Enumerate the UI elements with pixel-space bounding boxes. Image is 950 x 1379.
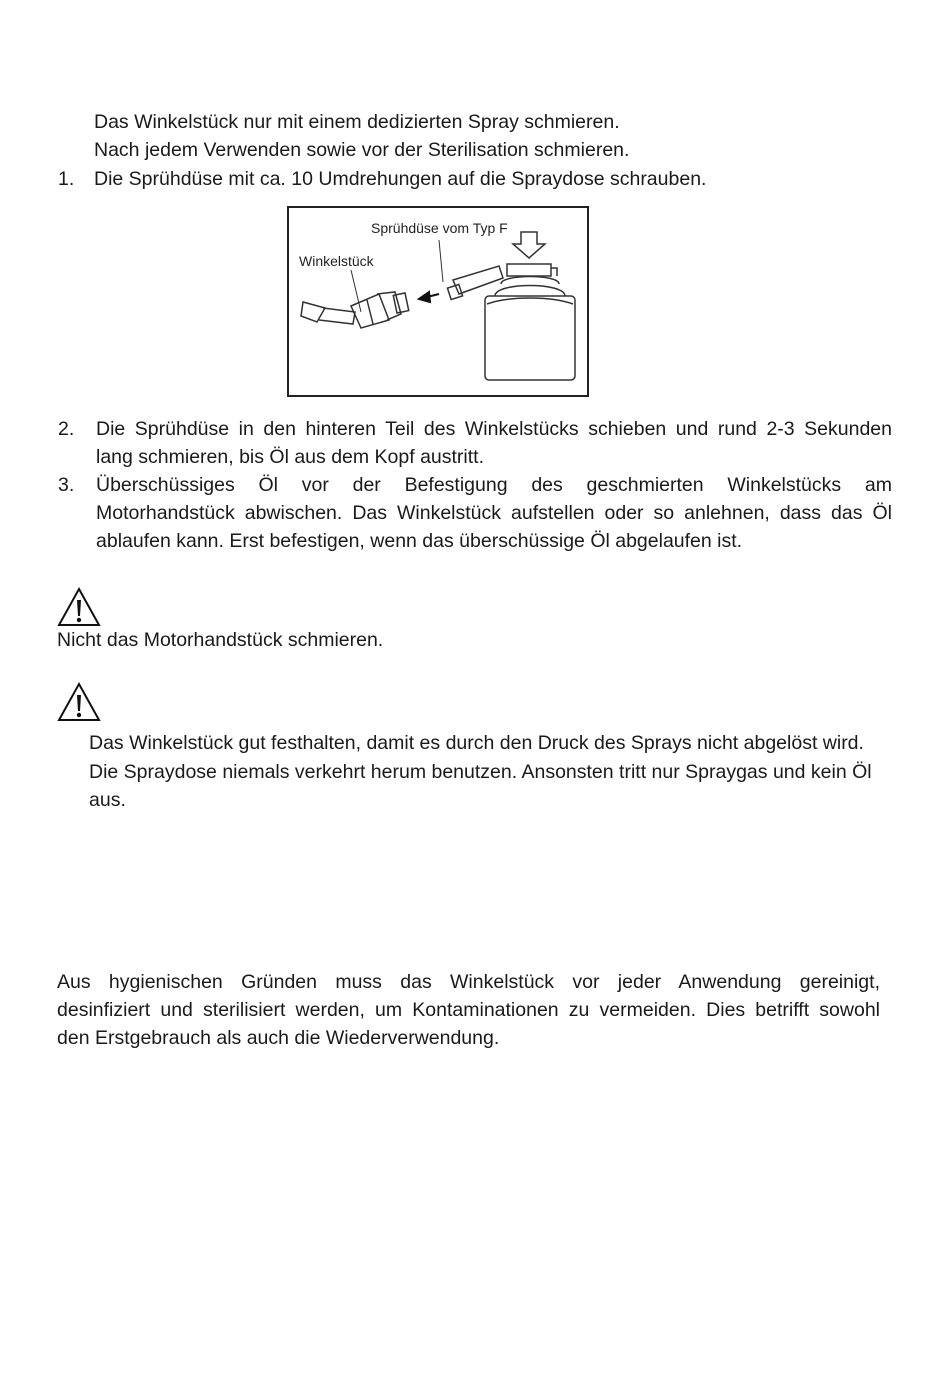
step-text: Die Sprühdüse mit ca. 10 Umdrehungen auf die Spraydose schrauben. (94, 168, 707, 190)
label-nozzle-type-f: Sprühdüse vom Typ F (371, 220, 508, 236)
warning-text: Nicht das Motorhandstück schmieren. (57, 629, 384, 651)
warning-text: aus. (89, 789, 126, 811)
label-handpiece: Winkelstück (299, 253, 374, 269)
step-number: 2. (58, 418, 75, 440)
step-number: 3. (58, 474, 75, 496)
step-text: Motorhandstück abwischen. Das Winkelstück aufstellen oder so anlehnen, dass das Öl (96, 502, 892, 524)
warning-triangle-icon (56, 586, 102, 628)
lubrication-figure (287, 206, 589, 397)
handpiece-icon (301, 292, 409, 328)
hygiene-text: den Erstgebrauch als auch die Wiederverwendung. (57, 1027, 500, 1049)
step-text: Die Sprühdüse in den hinteren Teil des Winkelstücks schieben und rund 2-3 Sekunden (96, 418, 892, 440)
step-number: 1. (58, 168, 75, 190)
spray-lubrication-illustration (289, 208, 587, 395)
warning-triangle-icon (56, 681, 102, 723)
hygiene-text: desinfiziert und sterilisiert werden, um Kontaminationen zu vermeiden. Dies betrifft sowohl (57, 999, 880, 1021)
arrow-left-icon (419, 292, 439, 302)
warning-text: Das Winkelstück gut festhalten, damit es durch den Druck des Sprays nicht abgelöst wird. (89, 732, 864, 754)
hygiene-text: Aus hygienischen Gründen muss das Winkelstück vor jeder Anwendung gereinigt, (57, 971, 880, 993)
step-text: Überschüssiges Öl vor der Befestigung des geschmierten Winkelstücks am (96, 474, 892, 496)
warning-text: Die Spraydose niemals verkehrt herum benutzen. Ansonsten tritt nur Spraygas und kein Öl (89, 761, 872, 783)
spray-can-icon (485, 232, 575, 380)
step-text: ablaufen kann. Erst befestigen, wenn das überschüssige Öl abgelaufen ist. (96, 530, 743, 552)
step-text: lang schmieren, bis Öl aus dem Kopf austritt. (96, 446, 485, 468)
intro-line-1: Das Winkelstück nur mit einem dedizierten Spray schmieren. (94, 111, 620, 133)
intro-line-2: Nach jedem Verwenden sowie vor der Sterilisation schmieren. (94, 139, 630, 161)
